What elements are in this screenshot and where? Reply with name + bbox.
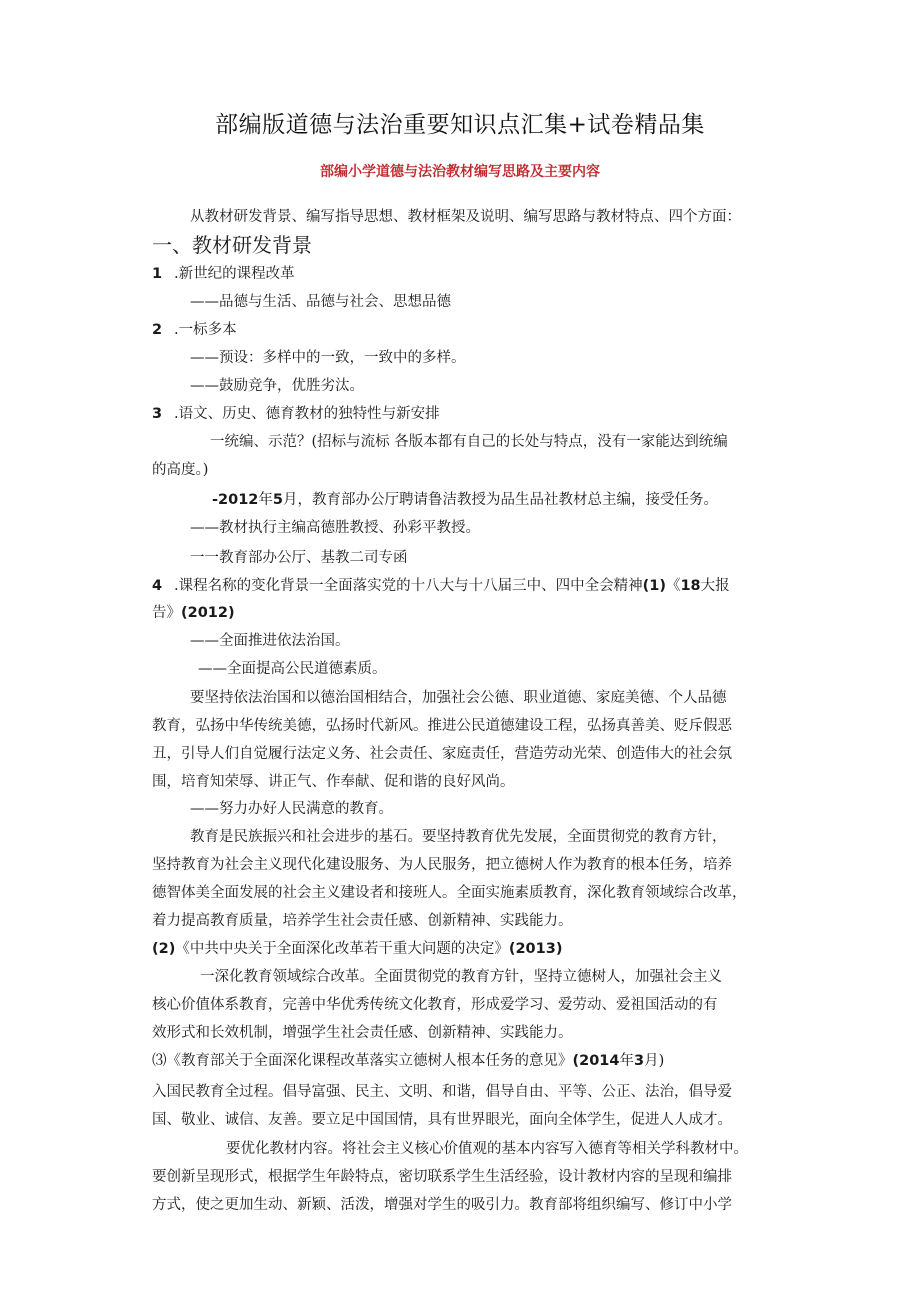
paragraph-line: 一统编、示范？(招标与流标 各版本都有自己的长处与特点，没有一家能达到统编 [210,434,728,450]
paragraph-line: 坚持教育为社会主义现代化建设服务、为人民服务，把立德树人作为教育的根本任务，培养 [152,857,732,873]
paragraph-line: 围，培育知荣辱、讲正气、作奉献、促和谐的良好风尚。 [152,774,515,790]
text-fragment: 《 [665,578,681,594]
paragraph-line: 丑，引导人们自觉履行法定义务、社会责任、家庭责任，营造劳动光荣、创造伟大的社会氛 [152,746,732,762]
section-heading: 一、教材研发背景 [152,233,312,257]
list-item [152,404,440,424]
paragraph-line: 要坚持依法治国和以德治国相结合，加强社会公德、职业道德、家庭美德、个人品德 [190,690,727,706]
sub-point: 一一教育部办公厅、基教二司专函 [190,550,408,566]
list-item [152,576,730,596]
year-text: -2012 [212,492,259,508]
item-number: 2 [152,322,163,338]
text-fragment: 3 [633,1053,645,1069]
intro-paragraph: 从教材研发背景、编写指导思想、教材框架及说明、编写思路与教材特点、四个方面： [190,209,741,225]
paragraph-line: 核心价值体系教育，完善中华优秀传统文化教育，形成爱学习、爱劳动、爱祖国活动的有 [152,997,718,1013]
text-fragment: 18 [680,578,701,594]
document-subtitle: 部编小学道德与法治教材编写思路及主要内容 [320,164,600,180]
list-item-continuation [152,603,235,623]
document-reference [152,939,562,959]
text-fragment: 年 [619,1053,634,1069]
document-title: 部编版道德与法治重要知识点汇集+试卷精品集 [215,112,705,138]
text-fragment: (2) [152,941,176,957]
paragraph-line: 教育，弘扬中华传统美德，弘扬时代新风。推进公民道德建设工程，弘扬真善美、贬斥假恶 [152,718,732,734]
paragraph-line: 效形式和长效机制，增强学生社会责任感、创新精神、实践能力。 [152,1025,573,1041]
text-fragment: (2012) [181,605,235,621]
sub-point: ——努力办好人民满意的教育。 [190,801,393,817]
text-fragment: 月，教育部办公厅聘请鲁洁教授为品生品社教材总主编，接受任务。 [282,492,718,508]
text-fragment: 《中共中央关于全面深化改革若干重大问题的决定》 [175,941,509,957]
text-fragment: ⑶《教育部关于全面深化课程改革落实立德树人根本任务的意见》 [152,1053,573,1069]
item-number: 1 [152,266,163,282]
item-text: .新世纪的课程改革 [174,266,295,282]
text-fragment: (2013) [508,941,563,957]
text-fragment: 年 [258,492,273,508]
list-item [152,320,237,340]
sub-point: ——全面提高公民道德素质。 [198,661,387,677]
text-fragment: 告》 [152,605,181,621]
sub-point: ——品德与生活、品德与社会、思想品德 [190,294,451,310]
item-number: 4 [152,578,163,594]
paragraph-line: 要优化教材内容。将社会主义核心价值观的基本内容写入德育等相关学科教材中。 [226,1141,748,1157]
paragraph-line: 教育是民族振兴和社会进步的基石。要坚持教育优先发展，全面贯彻党的教育方针， [190,829,727,845]
paragraph-line: 入国民教育全过程。倡导富强、民主、文明、和谐，倡导自由、平等、公正、法治，倡导爱 [152,1084,732,1100]
item-number: 3 [152,406,163,422]
paragraph-line: 着力提高教育质量，培养学生社会责任感、创新精神、实践能力。 [152,913,573,929]
sub-point: ——鼓励竞争，优胜劣汰。 [190,378,364,394]
paragraph-line: 的高度。) [152,462,209,478]
text-fragment: (2014 [572,1053,620,1069]
text-fragment: 大报 [700,578,730,594]
text-fragment: 月) [644,1053,665,1069]
list-item [152,264,295,284]
month-number: 5 [272,492,283,508]
document-reference [152,1051,664,1071]
paragraph-line: 一深化教育领域综合改革。全面贯彻党的教育方针，坚持立德树人，加强社会主义 [200,969,722,985]
text-fragment: .课程名称的变化背景一全面落实党的十八大与十八届三中、四中全会精神 [174,578,643,594]
paragraph-line: 德智体美全面发展的社会主义建设者和接班人。全面实施素质教育，深化教育领域综合改革， [152,885,747,901]
paragraph-line: 要创新呈现形式，根据学生年龄特点，密切联系学生生活经验，设计教材内容的呈现和编排 [152,1169,732,1185]
sub-point: ——教材执行主编高德胜教授、孙彩平教授。 [190,520,480,536]
item-text: .语文、历史、德育教材的独特性与新安排 [174,406,440,422]
sub-point: ——全面推进依法治国。 [190,633,350,649]
paragraph-line [212,490,718,510]
paragraph-line: 国、敬业、诚信、友善。要立足中国国情，具有世界眼光，面向全体学生，促进人人成才。 [152,1112,732,1128]
paragraph-line: 方式，使之更加生动、新颖、活泼，增强对学生的吸引力。教育部将组织编写、修订中小学 [152,1197,732,1213]
sub-point: ——预设：多样中的一致，一致中的多样。 [190,350,466,366]
item-text: .一标多本 [174,322,237,338]
text-fragment: (1) [642,578,666,594]
